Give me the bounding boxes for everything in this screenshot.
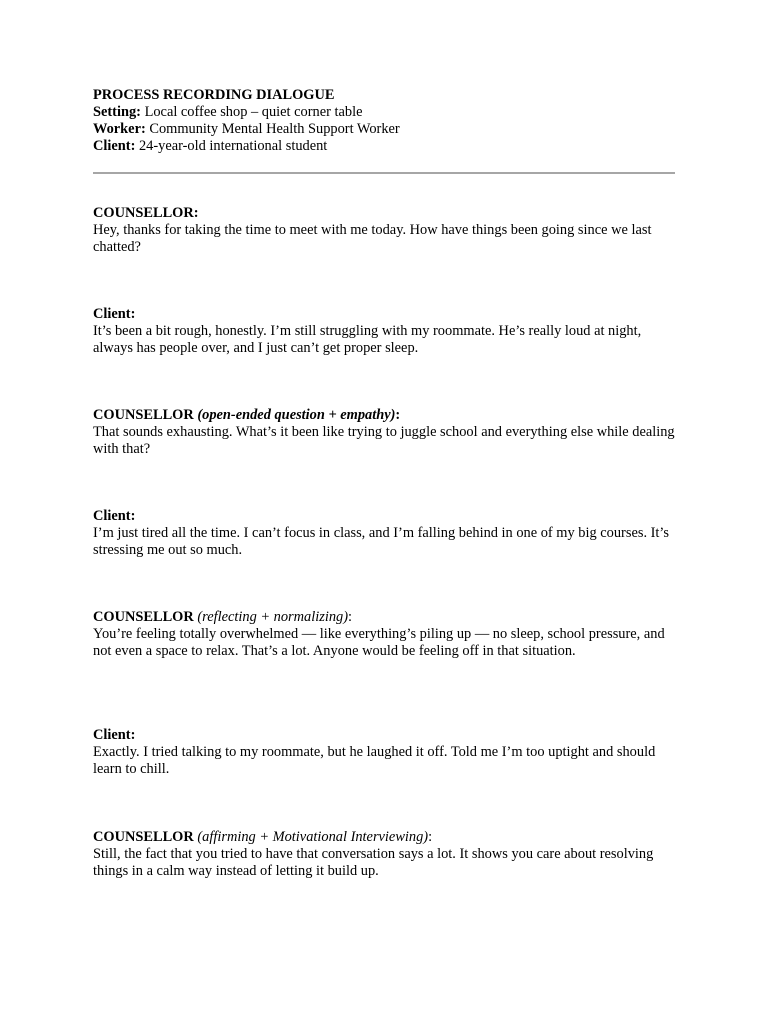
worker-label: Worker:: [93, 121, 146, 137]
note-suffix: :: [428, 829, 433, 845]
utterance-text: You’re feeling totally overwhelmed — like everything’s piling up — no sleep, school pressure, and not even a space to relax. That’s a lot. Anyone would be feeling off in that situation.: [93, 626, 665, 659]
client-value: 24-year-old international student: [135, 138, 328, 154]
dialogue-turn: [93, 727, 677, 778]
dialogue-turn: [93, 829, 677, 880]
technique-note: (reflecting + normalizing): [197, 609, 349, 625]
document-header: [93, 87, 677, 174]
dialogue-turn: [93, 407, 677, 458]
setting-label: Setting:: [93, 104, 141, 120]
dialogue-turn: [93, 205, 677, 256]
speaker-label: Client:: [93, 508, 136, 524]
utterance-text: It’s been a bit rough, honestly. I’m still struggling with my roommate. He’s really loud at night, always has people over, and I just can’t get proper sleep.: [93, 323, 642, 356]
setting-value: Local coffee shop – quiet corner table: [140, 104, 363, 120]
technique-note: (affirming + Motivational Interviewing): [197, 829, 429, 845]
speaker-line: [93, 205, 677, 222]
client-line: [93, 138, 677, 155]
note-suffix: :: [395, 407, 401, 423]
speaker-line: [93, 508, 677, 525]
utterance-text: Exactly. I tried talking to my roommate, but he laughed it off. Told me I’m too uptight and should learn to chill.: [93, 744, 656, 777]
utterance-text: Still, the fact that you tried to have that conversation says a lot. It shows you care about resolving things in a calm way instead of letting it build up.: [93, 846, 654, 879]
setting-line: [93, 104, 677, 121]
note-suffix: :: [348, 609, 353, 625]
worker-line: [93, 121, 677, 138]
dialogue-turn: [93, 508, 677, 559]
utterance-text: Hey, thanks for taking the time to meet with me today. How have things been going since we last chatted?: [93, 222, 652, 255]
speaker-line: [93, 609, 677, 626]
worker-value: Community Mental Health Support Worker: [145, 121, 400, 137]
speaker-label: COUNSELLOR: [93, 407, 198, 423]
header-block: [93, 87, 677, 155]
technique-note: (open-ended question + empathy): [197, 407, 396, 423]
speaker-line: [93, 727, 677, 744]
client-label: Client:: [93, 138, 136, 154]
speaker-line: [93, 306, 677, 323]
speaker-label: Client:: [93, 727, 136, 743]
speaker-label: COUNSELLOR: [93, 609, 198, 625]
speaker-label: COUNSELLOR:: [93, 205, 199, 221]
document-title: PROCESS RECORDING DIALOGUE: [93, 87, 335, 103]
speaker-line: [93, 407, 677, 424]
utterance-text: I’m just tired all the time. I can’t focus in class, and I’m falling behind in one of my big courses. It’s stressing me out so much.: [93, 525, 670, 558]
dialogue-turn: [93, 306, 677, 357]
horizontal-divider: [93, 172, 675, 174]
dialogue-turn: [93, 609, 677, 660]
utterance-text: That sounds exhausting. What’s it been like trying to juggle school and everything else while dealing with that?: [93, 424, 675, 457]
speaker-label: COUNSELLOR: [93, 829, 198, 845]
speaker-label: Client:: [93, 306, 136, 322]
speaker-line: [93, 829, 677, 846]
